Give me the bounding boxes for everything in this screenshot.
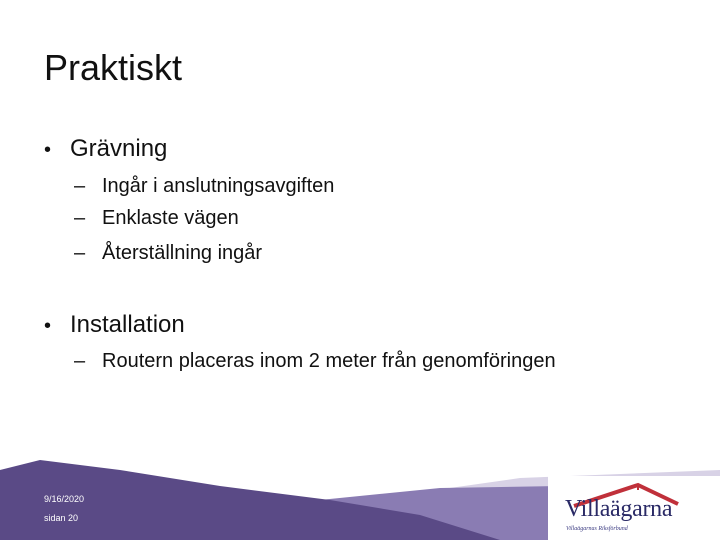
footer-page-number: sidan 20 <box>44 513 79 523</box>
bullet-text: Grävning <box>70 135 168 162</box>
sub-bullet-text: Återställning ingår <box>102 242 263 264</box>
bullet-marker: • <box>44 315 52 337</box>
sub-bullet-text: Ingår i anslutningsavgiften <box>102 175 335 197</box>
logo-tagline: Villaägarnas Riksförbund <box>566 526 628 532</box>
bullet-marker: • <box>44 139 52 161</box>
footer-date: 9/16/2020 <box>44 494 85 504</box>
logo-wordmark: Villaägarna <box>565 496 673 522</box>
dash-marker: – <box>74 175 86 197</box>
dash-marker: – <box>74 350 86 372</box>
sub-bullet-text: Routern placeras inom 2 meter från genomföringen <box>102 350 556 372</box>
slide-title: Praktiskt <box>44 47 183 88</box>
dash-marker: – <box>74 242 86 264</box>
dash-marker: – <box>74 207 86 229</box>
bullet-text: Installation <box>70 311 185 338</box>
sub-bullet-text: Enklaste vägen <box>102 207 239 229</box>
